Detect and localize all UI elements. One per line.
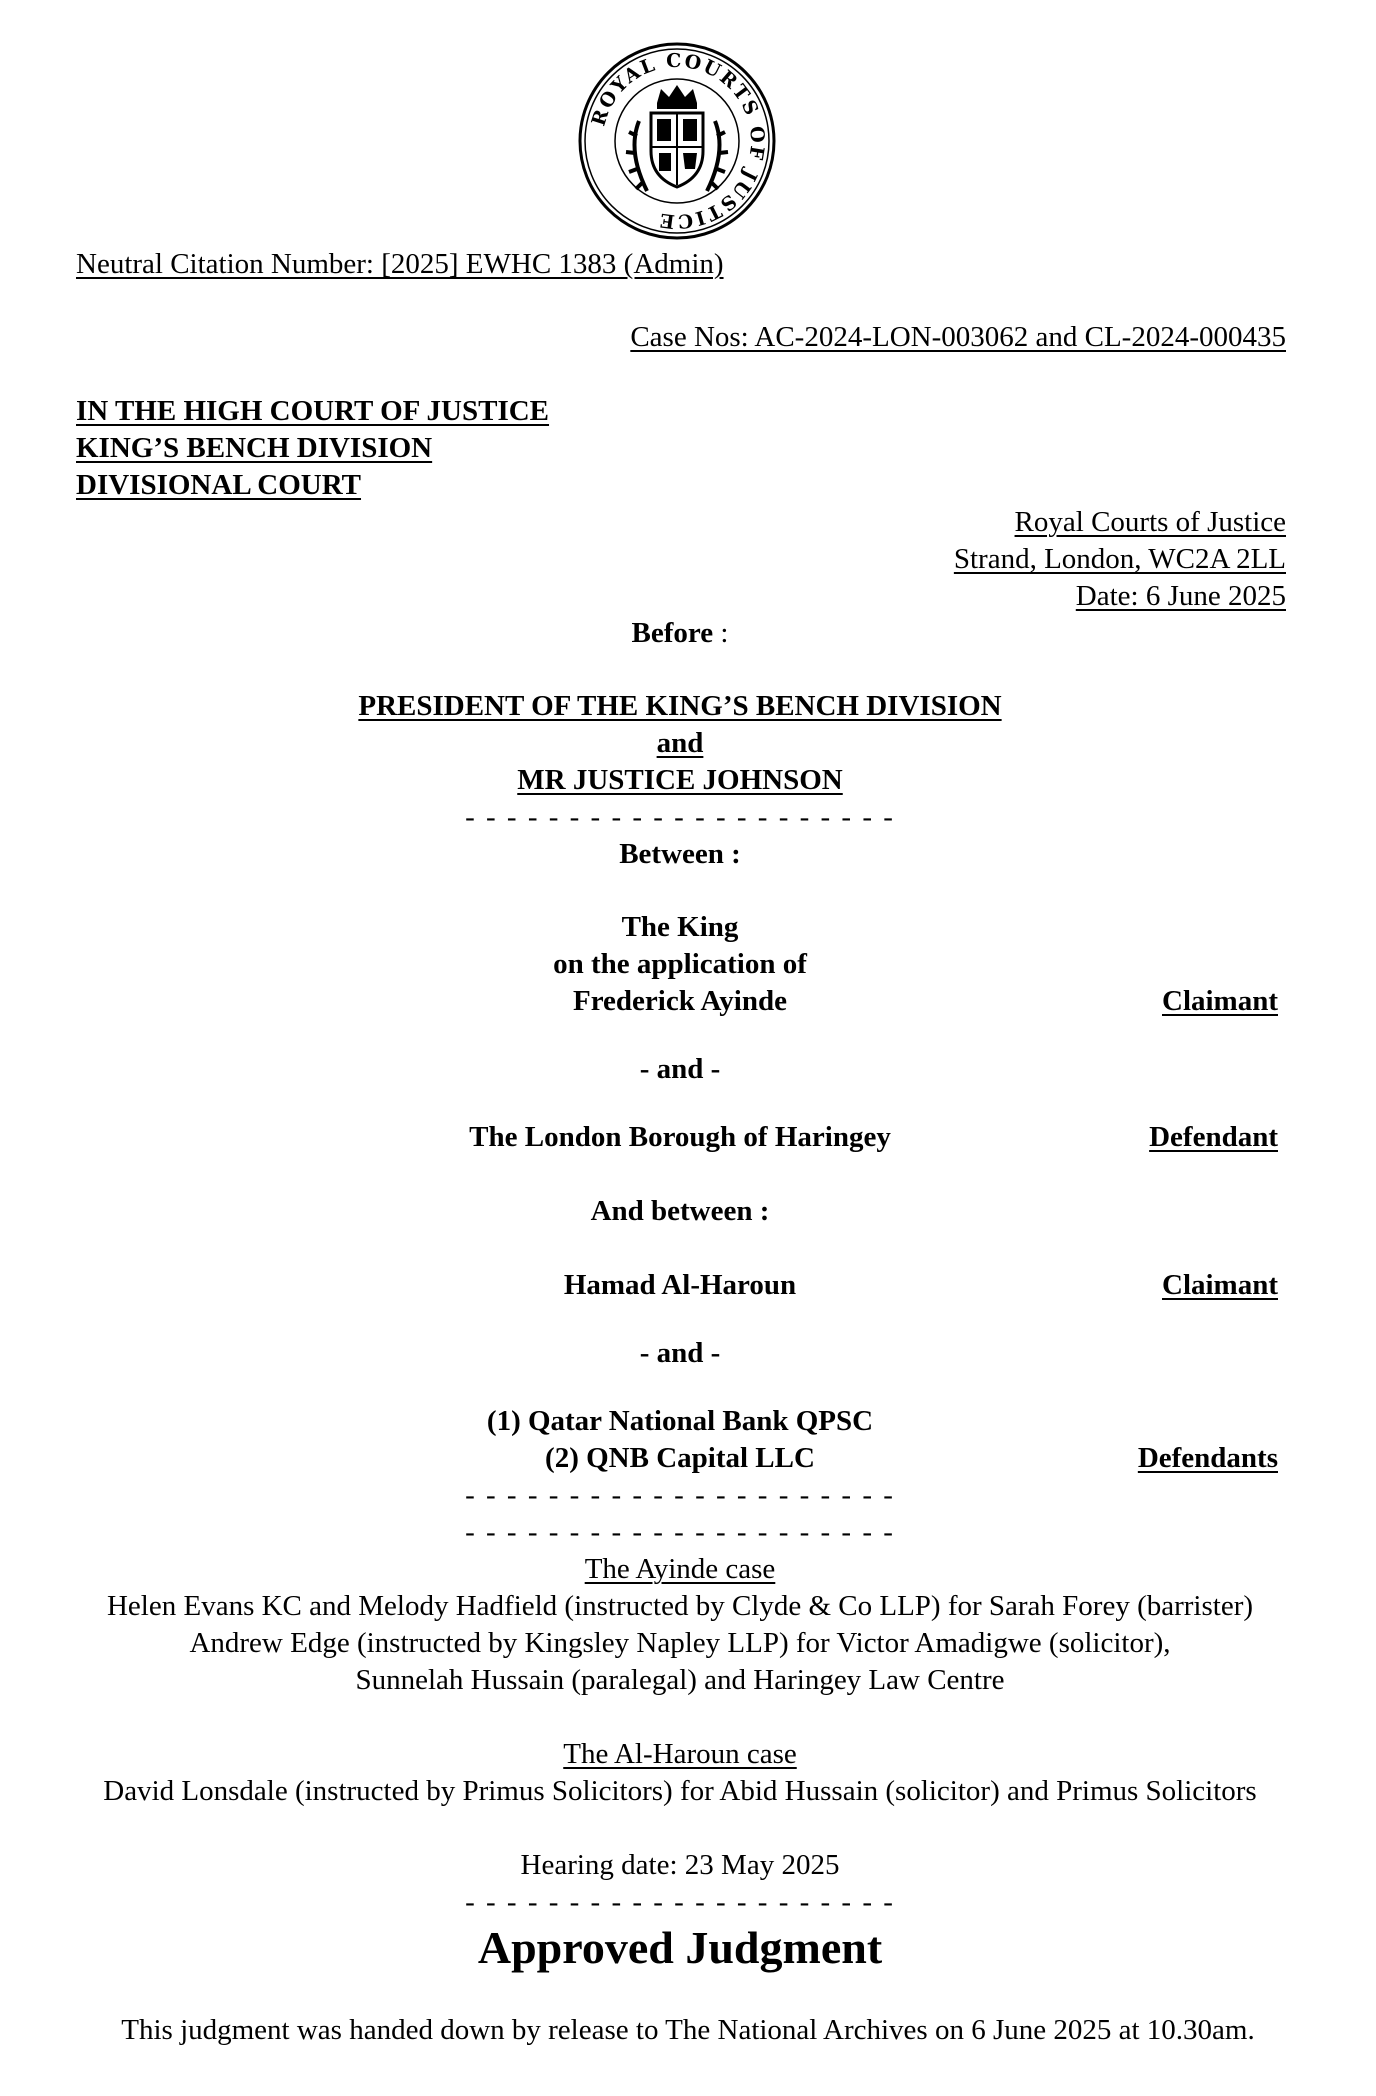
ayinde-representation-line-2: Andrew Edge (instructed by Kingsley Napley LLP) for Victor Amadigwe (solicitor), [189, 1627, 1171, 1659]
case1-party1-line3: Frederick Ayinde [573, 985, 787, 1017]
judges-and: and [656, 727, 704, 759]
case1-role-claimant: Claimant [1162, 985, 1278, 1017]
case2-role-claimant: Claimant [1162, 1269, 1278, 1301]
and-between-label: And between : [590, 1195, 770, 1227]
case1-and: - and - [639, 1053, 721, 1085]
judgment-date: Date: 6 June 2025 [1075, 580, 1286, 612]
separator: - - - - - - - - - - - - - - - - - - - - - [465, 1479, 895, 1511]
case-numbers: Case Nos: AC-2024-LON-003062 and CL-2024-000435 [630, 321, 1286, 353]
between-label: Between : [619, 838, 741, 870]
judgment-title: Approved Judgment [477, 1922, 883, 1973]
before-word: Before [631, 617, 714, 649]
case1-role-defendant: Defendant [1149, 1121, 1278, 1153]
alharoun-case-heading: The Al-Haroun case [563, 1738, 797, 1770]
hearing-date: Hearing date: 23 May 2025 [520, 1849, 840, 1881]
separator: - - - - - - - - - - - - - - - - - - - - - [465, 801, 895, 833]
royal-courts-seal-icon [577, 41, 777, 241]
court-subdivision: DIVISIONAL COURT [76, 469, 362, 501]
before-colon: : [713, 617, 729, 649]
court-address-line-1: Royal Courts of Justice [1014, 506, 1286, 538]
case2-party2-line1: (1) Qatar National Bank QPSC [486, 1405, 874, 1437]
judge-2: MR JUSTICE JOHNSON [517, 764, 843, 796]
neutral-citation: Neutral Citation Number: [2025] EWHC 1383 (Admin) [76, 248, 724, 280]
ayinde-case-heading: The Ayinde case [584, 1553, 776, 1585]
case2-and: - and - [639, 1337, 721, 1369]
ayinde-representation-line-3: Sunnelah Hussain (paralegal) and Haringey Law Centre [355, 1664, 1005, 1696]
case2-role-defendants: Defendants [1137, 1442, 1278, 1474]
judge-1: PRESIDENT OF THE KING’S BENCH DIVISION [358, 690, 1002, 722]
separator: - - - - - - - - - - - - - - - - - - - - - [465, 1516, 895, 1548]
separator: - - - - - - - - - - - - - - - - - - - - - [465, 1886, 895, 1918]
case2-party2-line2: (2) QNB Capital LLC [545, 1442, 815, 1474]
before-label [0, 619, 1360, 648]
court-address-line-2: Strand, London, WC2A 2LL [953, 543, 1286, 575]
svg-text:ROYAL COURTS OF JUSTICE: ROYAL COURTS OF JUSTICE [587, 49, 769, 233]
ayinde-representation-line-1: Helen Evans KC and Melody Hadfield (instructed by Clyde & Co LLP) for Sarah Forey (barrister) [106, 1590, 1254, 1622]
case2-party1: Hamad Al-Haroun [563, 1269, 797, 1301]
case1-party2: The London Borough of Haringey [469, 1121, 891, 1153]
case1-party1-line2: on the application of [553, 948, 807, 980]
case1-party1-line1: The King [621, 911, 739, 943]
court-division: KING’S BENCH DIVISION [76, 432, 433, 464]
alharoun-representation-line-1: David Lonsdale (instructed by Primus Solicitors) for Abid Hussain (solicitor) and Primus Solicitors [103, 1775, 1257, 1807]
court-name: IN THE HIGH COURT OF JUSTICE [76, 395, 550, 427]
hand-down-notice: This judgment was handed down by release to The National Archives on 6 June 2025 at 10.30am. [121, 2014, 1255, 2046]
